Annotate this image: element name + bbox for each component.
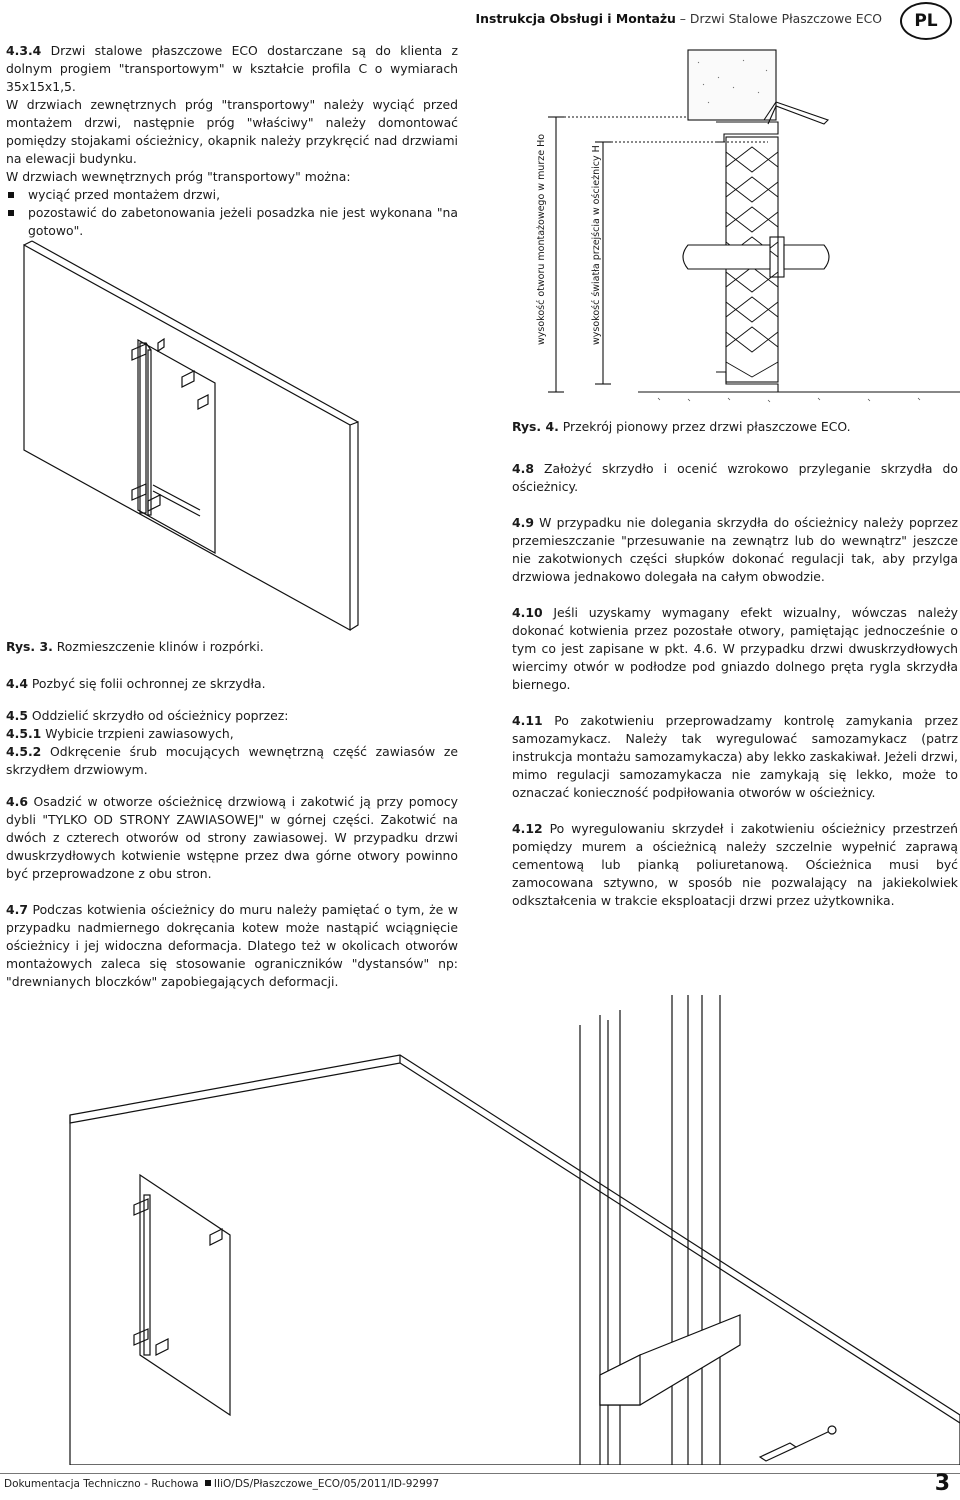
section-number: 4.7 bbox=[6, 901, 28, 917]
paragraph-external-doors: W drzwiach zewnętrznych próg "transportowy" należy wyciąć przed montażem drzwi, następnie próg "właściwy" należy domontować pomiędzy stojakami ościeżnicy, okapnik należy przykręcić nad drzwiami na elewacji budynku. bbox=[6, 96, 458, 166]
section-text: Jeśli uzyskamy wymagany efekt wizualny, wówczas należy dokonać kotwienia przez pozostałe otwory, pamiętając jednocześnie o tym co jest zapisane w pkt. 4.6. W przypadku drzwi dwuskrzydłowych wiercimy otwór w podłodze pod gniazdo dolnego pręta rygla skrzydła biernego. bbox=[512, 604, 958, 692]
caption-text: Rozmieszczenie klinów i rozpórki. bbox=[52, 639, 264, 654]
section-text: Po zakotwieniu przeprowadzamy kontrolę zamykania przez samozamykacz. Należy tak wyregulować samozamykacz (patrz instrukcja montażu samozamykacza) aby lekko zaskakiwał. Jeżeli drzwi, mimo regulacji samozamykacza nie zamykają się lekko, może to oznaczać konieczność podpiłowania otworów w ościeżnicy. bbox=[512, 712, 958, 800]
figure-3-wedges-drawing bbox=[20, 225, 370, 635]
section-4-10 bbox=[512, 604, 958, 694]
section-text: Drzwi stalowe płaszczowe ECO dostarczane są do klienta z dolnym progiem "transportowym" w kształcie profila C o wymiarach 35x15x1,5. bbox=[6, 43, 458, 94]
page-number: 3 bbox=[934, 1471, 950, 1496]
list-item: wyciąć przed montażem drzwi, bbox=[6, 186, 458, 204]
paragraph-4-3-4 bbox=[6, 42, 458, 96]
header-title-rest: – Drzwi Stalowe Płaszczowe ECO bbox=[675, 11, 882, 26]
anchoring-detail-drawing bbox=[60, 995, 960, 1465]
section-4-5-2 bbox=[6, 743, 458, 779]
section-number: 4.10 bbox=[512, 604, 543, 620]
section-4-11 bbox=[512, 712, 958, 802]
dimension-label-ho: wysokość otworu montażowego w murze Ho bbox=[536, 133, 547, 345]
section-text: Wybicie trzpieni zawiasowych, bbox=[41, 725, 234, 741]
figure-3-caption bbox=[6, 638, 264, 656]
paragraph-internal-doors: W drzwiach wewnętrznych próg "transportowy" można: bbox=[6, 168, 351, 184]
section-number: 4.4 bbox=[6, 676, 28, 691]
section-4-8 bbox=[512, 460, 958, 496]
section-number: 4.6 bbox=[6, 793, 28, 809]
caption-label: Rys. 3. bbox=[6, 639, 53, 654]
section-text: Pozbyć się folii ochronnej ze skrzydła. bbox=[27, 676, 266, 691]
section-number: 4.8 bbox=[512, 461, 534, 476]
section-4-9 bbox=[512, 514, 958, 586]
section-text: Po wyregulowaniu skrzydeł i zakotwieniu ościeżnicy przestrzeń pomiędzy murem a ościeżnicą należy szczelnie wypełnić zaprawą cementową lub pianką poliuretanową. Ościeżnica musi być zamocowana sztywno, w sposób nie pozwalający na jakiekolwiek odkształcenia w trakcie eksploatacji drzwi przez użytkownika. bbox=[512, 820, 958, 908]
section-number: 4.11 bbox=[512, 712, 543, 728]
section-4-12 bbox=[512, 820, 958, 910]
section-4-4 bbox=[6, 675, 458, 693]
section-text: W przypadku nie dolegania skrzydła do ościeżnicy należy poprzez przemieszczanie "przesuwanie na zewnątrz lub do wewnątrz" jeszcze nie zakotwionych części słupków dokonać regulacji tak, aby przylga drzwiowa jednakowo dolegała na całym obwodzie. bbox=[512, 514, 958, 584]
section-text: Oddzielić skrzydło od ościeżnicy poprzez: bbox=[27, 707, 289, 723]
page-header bbox=[0, 0, 960, 40]
footer-text bbox=[4, 1477, 439, 1492]
section-number: 4.12 bbox=[512, 820, 543, 836]
caption-text: Przekrój pionowy przez drzwi płaszczowe ECO. bbox=[558, 419, 851, 434]
caption-label: Rys. 4. bbox=[512, 419, 559, 434]
section-number: 4.5 bbox=[6, 707, 28, 723]
section-text: Podczas kotwienia ościeżnicy do muru należy pamiętać o tym, że w przypadku nadmiernego dokręcania kotew może nastąpić wciągnięcie ościeżnicy i jej widoczna deformacja. Dlatego też w okolicach otworów montażowych zaleca się stosowanie ograniczników "dystansów" np: "drewnianych bloczków" zapobiegających deformacji. bbox=[6, 901, 458, 989]
right-text-column bbox=[512, 460, 958, 910]
section-number: 4.3.4 bbox=[6, 43, 42, 58]
header-title-bold: Instrukcja Obsługi i Montażu bbox=[475, 11, 676, 26]
figure-4-caption bbox=[512, 418, 851, 436]
section-4-7 bbox=[6, 901, 458, 991]
section-4-5-1 bbox=[6, 725, 458, 743]
language-badge: PL bbox=[900, 2, 952, 40]
list-item: pozostawić do zabetonowania jeżeli posadzka nie jest wykonana "na gotowo". bbox=[6, 204, 458, 240]
header-title bbox=[476, 10, 882, 28]
section-number: 4.5.2 bbox=[6, 743, 42, 759]
footer-left-text: Dokumentacja Techniczno - Ruchowa bbox=[4, 1478, 199, 1490]
section-text: Odkręcenie śrub mocujących wewnętrzną część zawiasów ze skrzydłem drzwiowym. bbox=[6, 743, 458, 777]
section-number: 4.5.1 bbox=[6, 725, 42, 741]
section-text: Osadzić w otworze ościeżnicę drzwiową i zakotwić ją przy pomocy dybli "TYLKO OD STRONY ZAWIASOWEJ" w górnej części. Zakotwić na dwóch z czterech otworów od strony zawiasowej. W przypadku drzwi dwuskrzydłowych kotwienie wstępne przez dwa górne otwory powinno być przeprowadzone z obu stron. bbox=[6, 793, 458, 881]
section-text: Założyć skrzydło i ocenić wzrokowo przyleganie skrzydła do ościeżnicy. bbox=[512, 461, 958, 494]
footer-separator-icon bbox=[205, 1480, 211, 1486]
left-text-column bbox=[6, 675, 458, 991]
section-4-6 bbox=[6, 793, 458, 883]
intro-text-block bbox=[6, 42, 458, 240]
section-4-5 bbox=[6, 707, 458, 725]
dimension-label-h: wysokość światła przejścia w ościeżnicy H bbox=[591, 145, 602, 345]
footer-doc-id: IIiO/DS/Płaszczowe_ECO/05/2011/ID-92997 bbox=[213, 1478, 440, 1490]
footer-divider bbox=[0, 1473, 960, 1474]
section-number: 4.9 bbox=[512, 514, 534, 530]
